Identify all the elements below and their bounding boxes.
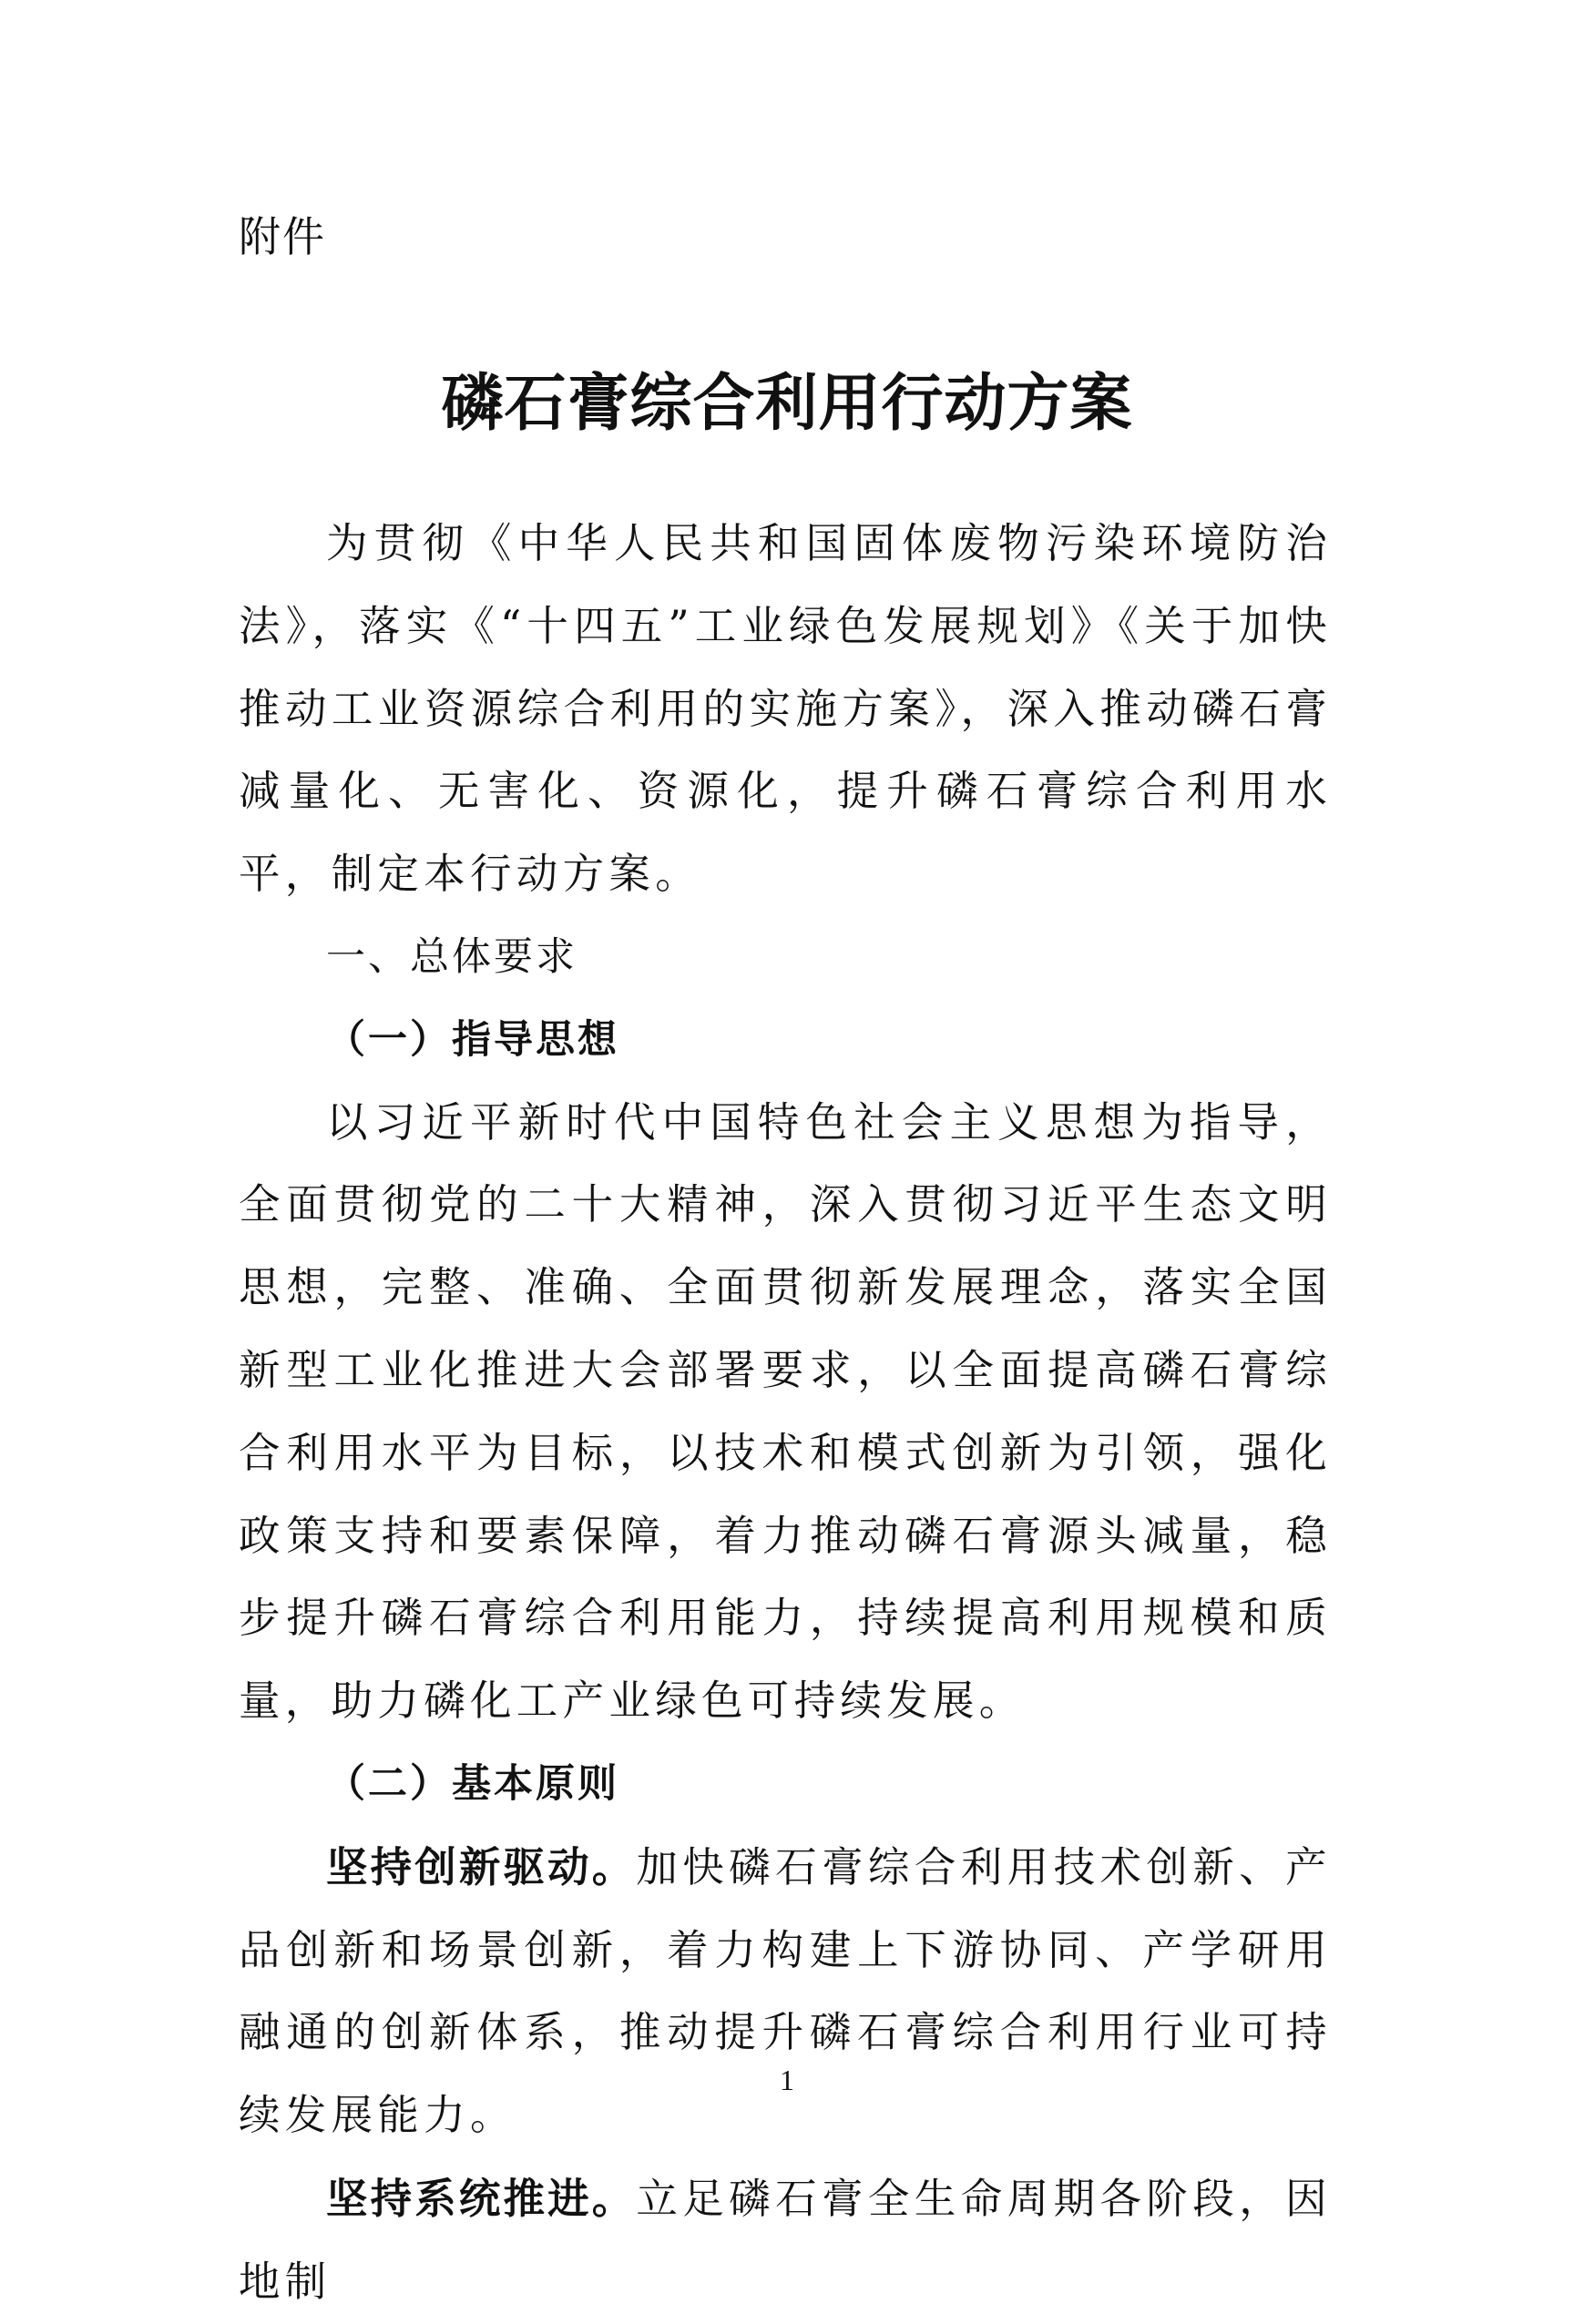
subsection-heading-basic-principles: （二）基本原则 bbox=[326, 1760, 619, 1807]
principle-innovation-lead: 坚持创新驱动。 bbox=[326, 1841, 637, 1891]
section-heading-general-requirements: 一、总体要求 bbox=[326, 933, 577, 980]
principle-systematic-text: 立足磷石膏全生命周期各阶段，因地制 bbox=[239, 2174, 1332, 2306]
intro-paragraph: 为贯彻《中华人民共和国固体废物污染环境防治法》，落实《“十四五”工业绿色发展规划》《关于加快推动工业资源综合利用的实施方案》，深入推动磷石膏减量化、无害化、资源化，提升磷石膏综合利用水平，制定本行动方案。 bbox=[239, 519, 1332, 899]
document-title: 磷石膏综合利用行动方案 bbox=[441, 367, 1133, 440]
principle-systematic-paragraph bbox=[239, 2157, 1332, 2324]
attachment-label: 附件 bbox=[239, 212, 326, 261]
document-body bbox=[239, 503, 1332, 2324]
principle-innovation-paragraph bbox=[239, 1826, 1332, 2157]
page-number: 1 bbox=[780, 2064, 794, 2096]
subsection-heading-guiding-ideology: （一）指导思想 bbox=[326, 1016, 619, 1063]
principle-systematic-lead: 坚持系统推进。 bbox=[326, 2173, 637, 2223]
principle-innovation-text: 加快磷石膏综合利用技术创新、产品创新和场景创新，着力构建上下游协同、产学研用融通的创新体系，推动提升磷石膏综合利用行业可持续发展能力。 bbox=[239, 1842, 1332, 2140]
guiding-ideology-paragraph: 以习近平新时代中国特色社会主义思想为指导，全面贯彻党的二十大精神，深入贯彻习近平生态文明思想，完整、准确、全面贯彻新发展理念，落实全国新型工业化推进大会部署要求，以全面提高磷石膏综合利用水平为目标，以技术和模式创新为引领，强化政策支持和要素保障，着力推动磷石膏源头减量，稳步提升磷石膏综合利用能力，持续提高利用规模和质量，助力磷化工产业绿色可持续发展。 bbox=[239, 1097, 1332, 1726]
